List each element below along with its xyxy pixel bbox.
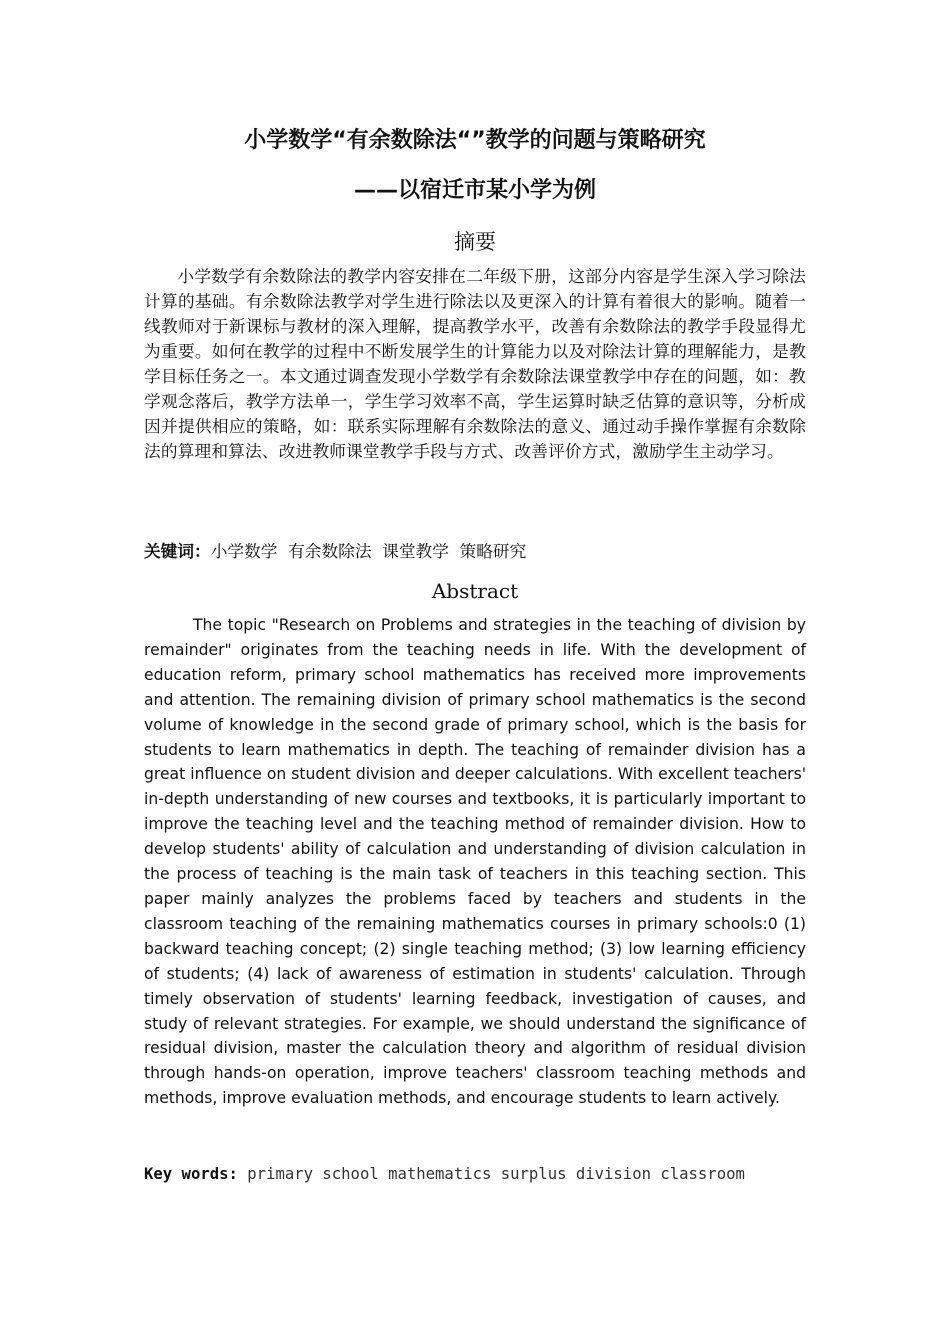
abstract-zh-body: 小学数学有余数除法的教学内容安排在二年级下册，这部分内容是学生深入学习除法计算的基础。有余数除法教学对学生进行除法以及更深入的计算有着很大的影响。随着一线教师对于新课标与教材的深入理解，提高教学水平，改善有余数除法的教学手段显得尤为重要。如何在教学的过程中不断发展学生的计算能力以及对除法计算的理解能力，是教学目标任务之一。本文通过调查发现小学数学有余数除法课堂教学中存在的问题，如：教学观念落后，教学方法单一，学生学习效率不高，学生运算时缺乏估算的意识等，分析成因并提供相应的策略，如：联系实际理解有余数除法的意义、通过动手操作掌握有余数除法的算理和算法、改进教师课堂教学手段与方式、改善评价方式，激励学生主动学习。 xyxy=(144,266,806,461)
keywords-zh-label: 关键词： xyxy=(144,541,211,561)
abstract-en-body: The topic "Research on Problems and strategies in the teaching of division by remainder" originates from the teaching needs in life. With the development of education reform, primary school mathematics has received more improvements and attention. The remaining division of primary school mathematics is the second volume of knowledge in the second grade of primary school, which is the basis for students to learn mathematics in depth. The teaching of remainder division has a great influence on student division and deeper calculations. With excellent teachers' in-depth understanding of new courses and textbooks, it is particularly important to improve the teaching level and the teaching method of remainder division. How to develop students' ability of calculation and understanding of division calculation in the process of teaching is the main task of teachers in this teaching section. This paper mainly analyzes the problems faced by teachers and students in the classroom teaching of the remaining mathematics courses in primary schools:0 (1) backward teaching concept; (2) single teaching method; (3) low learning efficiency of students; (4) lack of awareness of estimation in students' calculation. Through timely observation of students' learning feedback, investigation of causes, and study of relevant strategies. For example, we should understand the significance of residual division, master the calculation theory and algorithm of residual division through hands-on operation, improve teachers' classroom teaching methods and methods, improve evaluation methods, and encourage students to learn actively. xyxy=(144,616,806,1108)
abstract-zh-heading: 摘要 xyxy=(454,230,496,254)
keywords-zh xyxy=(144,539,806,564)
paper-title: 小学数学“有余数除法“”教学的问题与策略研究 xyxy=(244,128,706,153)
keywords-en-values: primary school mathematics surplus division classroom xyxy=(247,1165,745,1183)
keywords-en-label: Key words: xyxy=(144,1165,238,1183)
keywords-zh-values: 小学数学 有余数除法 课堂教学 策略研究 xyxy=(210,541,527,561)
paper-subtitle: ——以宿迁市某小学为例 xyxy=(353,178,596,203)
abstract-en-heading: Abstract xyxy=(431,579,519,603)
keywords-en xyxy=(144,1162,806,1187)
